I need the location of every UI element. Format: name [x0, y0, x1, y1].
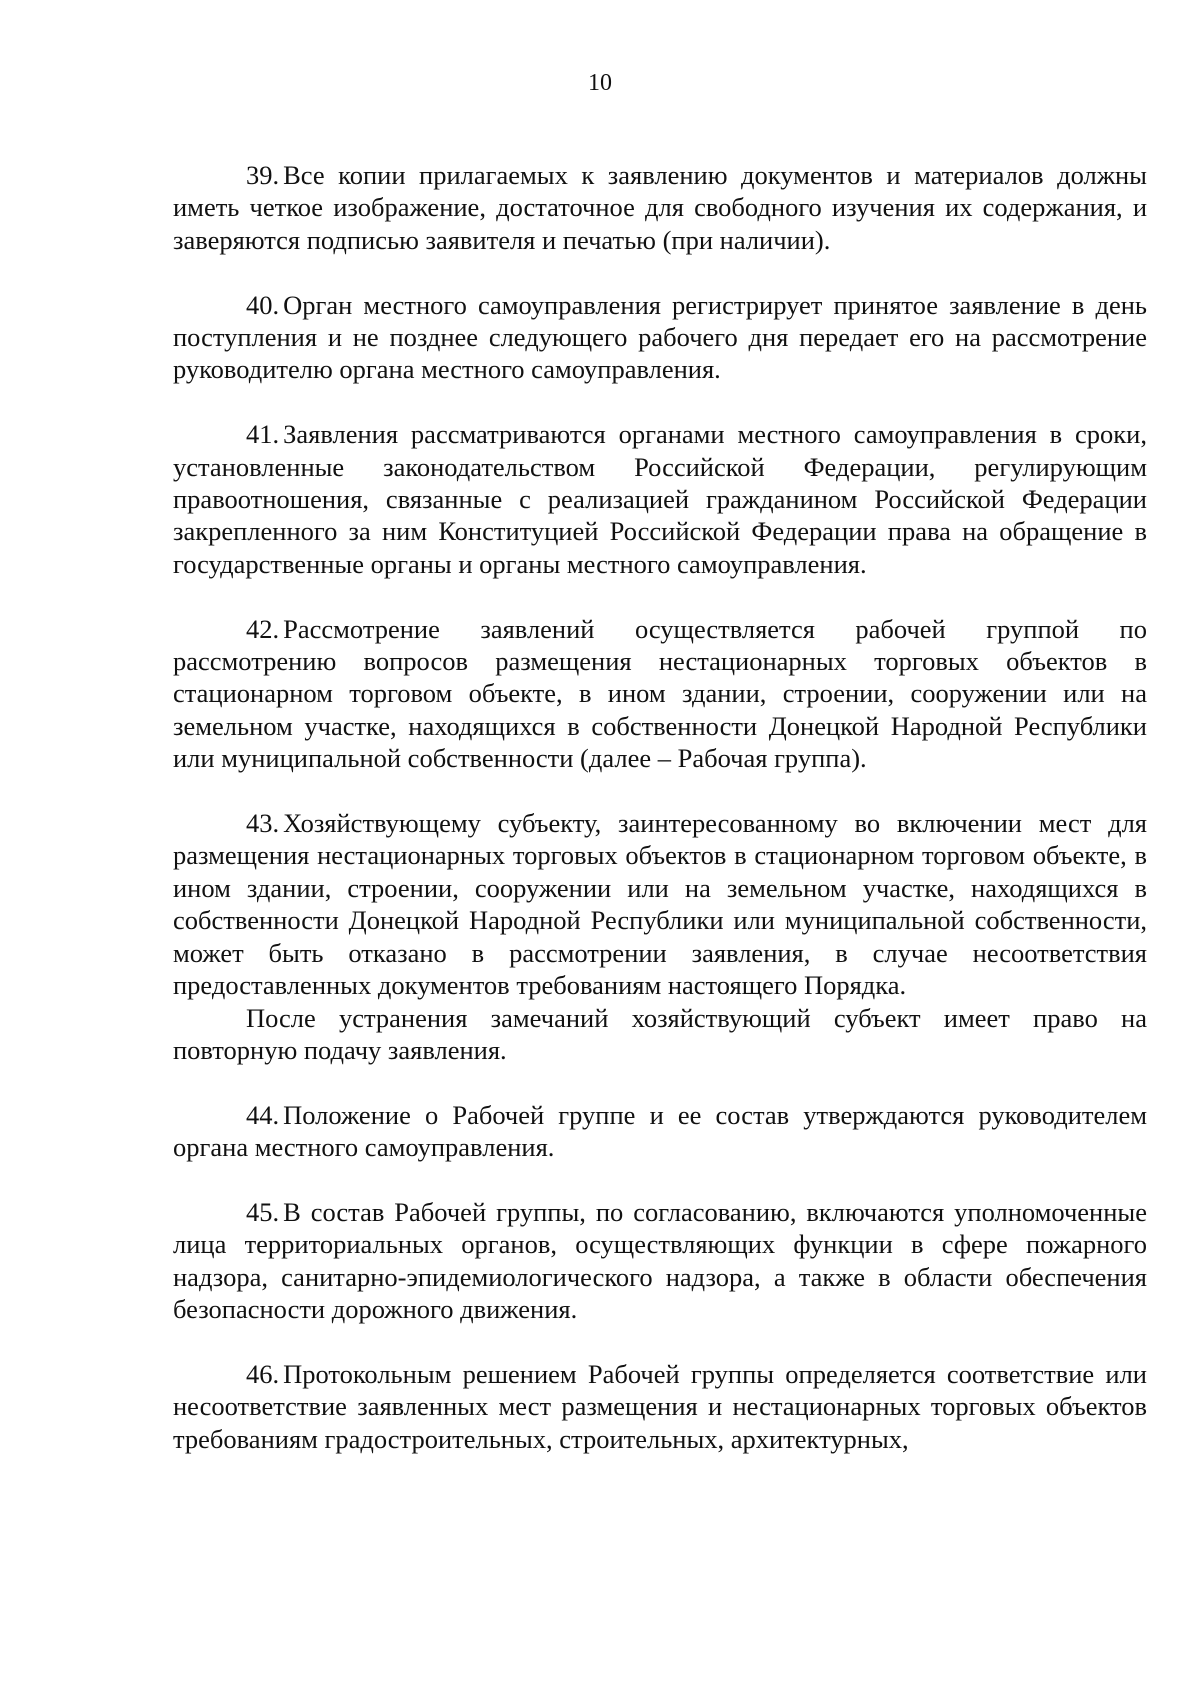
paragraph-text: Положение о Рабочей группе и ее состав утверждаются руководителем органа местного самоуправления. — [173, 1099, 1147, 1163]
paragraph-text: Заявления рассматриваются органами местного самоуправления в сроки, установленные законодательством Российской Федерации, регулирующим правоотношения, связанные с реализацией гражданином Российской Федерации закрепленного за ним Конституцией Российской Федерации права на обращение в государственные органы и органы местного самоуправления. — [173, 419, 1147, 579]
paragraph-45 — [173, 1196, 1147, 1326]
paragraph-number: 40. — [246, 289, 280, 320]
paragraph-number: 44. — [246, 1099, 280, 1130]
paragraph-number: 43. — [246, 808, 280, 839]
page-number: 10 — [588, 70, 612, 96]
paragraph-text: Орган местного самоуправления регистрирует принятое заявление в день поступления и не позднее следующего рабочего дня передает его на рассмотрение руководителю органа местного самоуправления. — [173, 289, 1147, 385]
paragraph-43-continuation — [173, 1002, 1147, 1067]
paragraph-42 — [173, 613, 1147, 775]
paragraph-41 — [173, 418, 1147, 580]
paragraph-40 — [173, 289, 1147, 386]
paragraph-text: Все копии прилагаемых к заявлению документов и материалов должны иметь четкое изображение, достаточное для свободного изучения их содержания, и заверяются подписью заявителя и печатью (при наличии). — [173, 160, 1147, 255]
paragraph-39 — [173, 159, 1147, 256]
paragraph-number: 46. — [246, 1358, 280, 1389]
paragraph-46 — [173, 1358, 1147, 1455]
paragraph-number: 42. — [246, 613, 280, 644]
paragraph-text: Протокольным решением Рабочей группы определяется соответствие или несоответствие заявленных мест размещения и нестационарных торговых объектов требованиям градостроительных, строительных, архитектурных, — [173, 1358, 1147, 1454]
paragraph-number: 45. — [246, 1196, 280, 1227]
paragraph-number: 41. — [246, 419, 280, 450]
paragraph-text: Рассмотрение заявлений осуществляется рабочей группой по рассмотрению вопросов размещения нестационарных торговых объектов в стационарном торговом объекте, в ином здании, строении, сооружении или на земельном участке, находящихся в собственности Донецкой Народной Республики или муниципальной собственности (далее – Рабочая группа). — [173, 613, 1147, 774]
document-body — [173, 159, 1147, 1455]
paragraph-44 — [173, 1099, 1147, 1164]
paragraph-43 — [173, 807, 1147, 1001]
paragraph-number: 39. — [246, 160, 280, 190]
paragraph-text: В состав Рабочей группы, по согласованию, включаются уполномоченные лица территориальных органов, осуществляющих функции в сфере пожарного надзора, санитарно-эпидемиологического надзора, а также в области обеспечения безопасности дорожного движения. — [173, 1196, 1147, 1325]
paragraph-text: Хозяйствующему субъекту, заинтересованному во включении мест для размещения нестационарных торговых объектов в стационарном торговом объекте, в ином здании, строении, сооружении или на земельном участке, находящихся в собственности Донецкой Народной Республики или муниципальной собственности, может быть отказано в рассмотрении заявления, в случае несоответствия предоставленных документов требованиям настоящего Порядка. — [173, 808, 1147, 1001]
paragraph-text: После устранения замечаний хозяйствующий субъект имеет право на повторную подачу заявления. — [173, 1002, 1147, 1065]
